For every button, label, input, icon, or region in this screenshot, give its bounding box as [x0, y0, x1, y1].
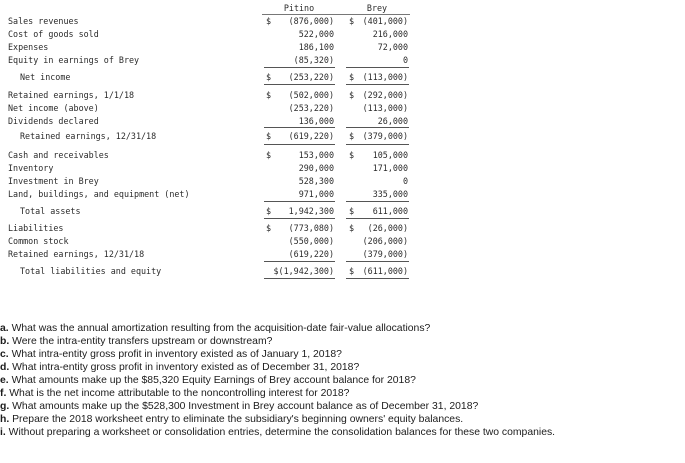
brey-value: 105,000 [372, 150, 408, 160]
subtotal-rule [264, 261, 335, 262]
pitino-value: (619,220) [288, 249, 334, 259]
total-rule [264, 278, 335, 279]
total-rule [346, 218, 409, 219]
total-rule [346, 278, 409, 279]
brey-value: (292,000) [362, 90, 408, 100]
subtotal-rule [264, 127, 335, 128]
header-rule [262, 14, 410, 15]
question-b: b. Were the intra-entity transfers upstream or downstream? [0, 336, 273, 347]
subtotal-rule [264, 67, 335, 68]
brey-value: (206,000) [362, 236, 408, 246]
pitino-value: (773,080) [288, 223, 334, 233]
row-label: Investment in Brey [8, 176, 99, 186]
subtotal-rule [346, 67, 409, 68]
currency-sign: $ [349, 90, 355, 100]
currency-sign: $ [266, 206, 272, 216]
pitino-value: 153,000 [298, 150, 334, 160]
brey-value: 216,000 [372, 29, 408, 39]
table-row [0, 163, 420, 176]
row-label: Sales revenues [8, 16, 79, 26]
currency-sign: $ [349, 131, 355, 141]
table-row [0, 223, 420, 236]
brey-value: 171,000 [372, 163, 408, 173]
row-label: Retained earnings, 12/31/18 [20, 131, 157, 141]
row-label: Liabilities [8, 223, 64, 233]
table-header-row [0, 0, 420, 13]
currency-sign: $ [266, 72, 272, 82]
brey-value: 72,000 [377, 42, 408, 52]
brey-value: (113,000) [362, 72, 408, 82]
table-row [0, 90, 420, 103]
row-label: Net income (above) [8, 103, 99, 113]
row-label: Total assets [20, 206, 81, 216]
brey-value: (611,000) [362, 266, 408, 276]
currency-sign: $ [266, 223, 272, 233]
question-e: e. What amounts make up the $85,320 Equity Earnings of Brey account balance for 2018? [0, 375, 416, 386]
pitino-value: 528,300 [298, 176, 334, 186]
question-a: a. What was the annual amortization resulting from the acquisition-date fair-value allocations? [0, 323, 431, 334]
row-label: Equity in earnings of Brey [8, 55, 140, 65]
brey-value: 335,000 [372, 189, 408, 199]
brey-value: (113,000) [362, 103, 408, 113]
table-row [0, 42, 420, 55]
subtotal-rule [346, 261, 409, 262]
table-row [0, 29, 420, 42]
question-i: i. Without preparing a worksheet or consolidation entries, determine the consolidation balances for these two companies. [0, 427, 556, 438]
pitino-value: 522,000 [298, 29, 334, 39]
total-rule [264, 144, 335, 145]
column-header-brey: Brey [366, 3, 388, 13]
row-label: Total liabilities and equity [20, 266, 162, 276]
currency-sign: $ [349, 16, 355, 26]
subtotal-rule [346, 127, 409, 128]
pitino-value: (876,000) [288, 16, 334, 26]
table-row [0, 176, 420, 189]
question-g: g. What amounts make up the $528,300 Investment in Brey account balance as of December 31, 2018? [0, 401, 479, 412]
pitino-value: 971,000 [298, 189, 334, 199]
row-label: Expenses [8, 42, 49, 52]
pitino-value: (253,220) [288, 72, 334, 82]
table-row [0, 103, 420, 116]
pitino-value: 136,000 [298, 116, 334, 126]
total-rule [346, 84, 409, 85]
brey-value: 611,000 [372, 206, 408, 216]
row-label: Inventory [8, 163, 54, 173]
subtotal-rule [346, 201, 409, 202]
brey-value: (379,000) [362, 249, 408, 259]
question-f: f. What is the net income attributable to the noncontrolling interest for 2018? [0, 388, 350, 399]
question-d: d. What intra-entity gross profit in inventory existed as of December 31, 2018? [0, 362, 360, 373]
currency-sign: $ [349, 206, 355, 216]
total-rule [346, 144, 409, 145]
row-label: Dividends declared [8, 116, 99, 126]
total-rule [264, 218, 335, 219]
pitino-value: (85,320) [293, 55, 334, 65]
brey-value: 26,000 [377, 116, 408, 126]
pitino-value: 1,942,300 [288, 206, 334, 216]
table-row [0, 150, 420, 163]
currency-sign: $ [349, 150, 355, 160]
row-label: Cost of goods sold [8, 29, 99, 39]
currency-sign: $ [349, 72, 355, 82]
row-label: Retained earnings, 12/31/18 [8, 249, 145, 259]
currency-sign: $ [349, 266, 355, 276]
row-label: Common stock [8, 236, 69, 246]
row-label: Retained earnings, 1/1/18 [8, 90, 135, 100]
question-h: h. Prepare the 2018 worksheet entry to eliminate the subsidiary's beginning owners' equity balances. [0, 414, 464, 425]
pitino-value: 186,100 [298, 42, 334, 52]
row-label: Land, buildings, and equipment (net) [8, 189, 190, 199]
currency-sign: $ [266, 90, 272, 100]
brey-value: (26,000) [367, 223, 408, 233]
question-c: c. What intra-entity gross profit in inventory existed as of January 1, 2018? [0, 349, 342, 360]
brey-value: 0 [402, 55, 408, 65]
currency-sign: $ [266, 16, 272, 26]
table-row [0, 16, 420, 29]
brey-value: (401,000) [362, 16, 408, 26]
brey-value: (379,000) [362, 131, 408, 141]
currency-sign: $ [266, 150, 272, 160]
column-header-pitino: Pitino [283, 3, 315, 13]
total-rule [264, 84, 335, 85]
pitino-value: (502,000) [288, 90, 334, 100]
currency-sign: $ [266, 131, 272, 141]
pitino-value: 290,000 [298, 163, 334, 173]
table-row [0, 131, 420, 144]
pitino-value: $(1,942,300) [273, 266, 334, 276]
subtotal-rule [264, 201, 335, 202]
row-label: Cash and receivables [8, 150, 109, 160]
table-row [0, 236, 420, 249]
brey-value: 0 [402, 176, 408, 186]
currency-sign: $ [349, 223, 355, 233]
pitino-value: (253,220) [288, 103, 334, 113]
pitino-value: (550,000) [288, 236, 334, 246]
row-label: Net income [20, 72, 71, 82]
pitino-value: (619,220) [288, 131, 334, 141]
